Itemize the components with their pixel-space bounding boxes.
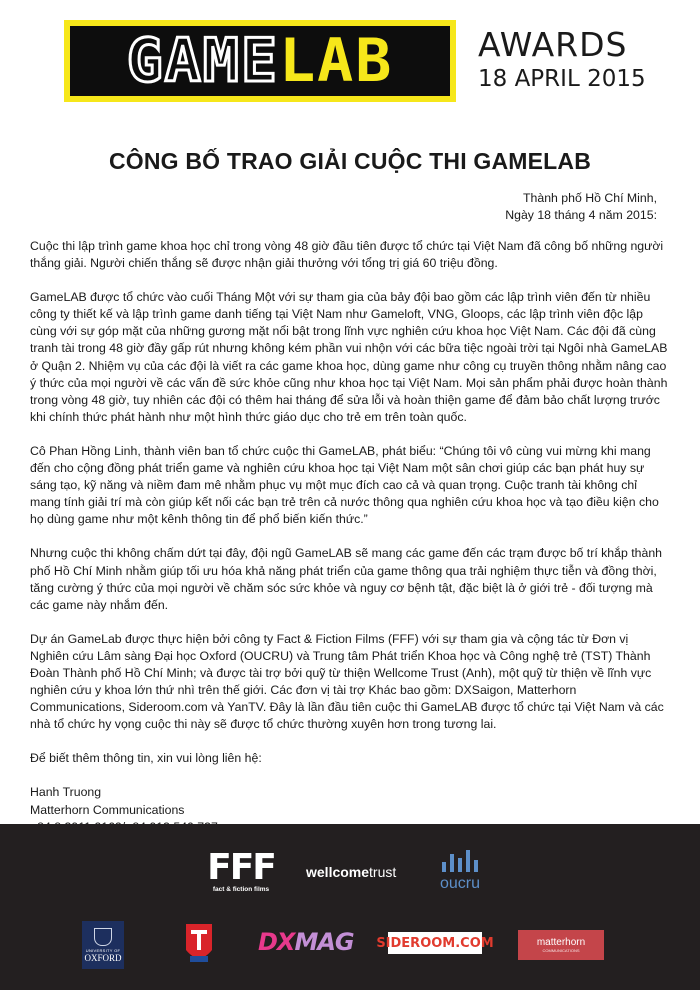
page-title: CÔNG BỐ TRAO GIẢI CUỘC THI GAMELAB <box>108 148 592 174</box>
fff-mark: FFF <box>207 847 275 888</box>
place-date <box>505 190 657 224</box>
paragraph: Cô Phan Hồng Linh, thành viên ban tổ chức cuộc thi GameLAB, phát biểu: “Chúng tôi vô cùng vui mừng khi mang đến cho cộng đồng phát triển game và nghiên cứu khoa học tại Việt Nam một sân chơi giúp các bạn phát huy sự sáng tạo, kỹ năng và niềm đam mê nhằm phục vụ một mục đích cao cả và quan trọng. Cuộc tranh tài không chỉ mang tính giải trí mà còn giúp kết nối các bạn trẻ trên cả nước thông qua nghiên cứu khoa học và tạo điều kiện cho họ dùng game như một kênh thông tin để phổ biến kiến thức.” <box>30 443 659 527</box>
matterhorn-sub: COMMUNICATIONS <box>542 948 580 953</box>
wellcome-light: trust <box>369 864 397 880</box>
oxford-crest-icon <box>94 928 112 946</box>
contact-name: Hanh Truong <box>30 785 102 800</box>
awards-block <box>478 26 658 94</box>
date-line: Ngày 18 tháng 4 năm 2015: <box>505 208 657 222</box>
paragraph: Cuộc thi lập trình game khoa học chỉ trong vòng 48 giờ đầu tiên được tổ chức tại Việt Nam đã công bố những người thắng giải. Người chiến thắng sẽ được nhận giải thưởng với tổng trị giá 60 triệu đồng. <box>30 239 664 271</box>
fff-logo <box>206 847 276 893</box>
oxford-small: UNIVERSITY OF <box>85 947 121 953</box>
tst-logo <box>182 920 216 968</box>
article-body <box>30 238 670 853</box>
dxmag-b: MAG <box>294 928 354 956</box>
gamelab-logo-inner <box>70 26 450 96</box>
paragraph: Dự án GameLab được thực hiện bởi công ty Fact & Fiction Films (FFF) với sự tham gia và cộng tác từ Đơn vị Nghiên cứu Lâm sàng Đại học Oxford (OUCRU) và Trung tâm Phát triển Khoa học và Công nghệ trẻ (TST) Thành Đoàn Thành phố Hồ Chí Minh; và được tài trợ bởi quỹ từ thiện Wellcome Trust (Anh), một quỹ từ thiện về lĩnh vực nghiên cứu y khoa lớn thứ nhì trên thế giới. Các đơn vị tài trợ Khác bao gồm: DXSaigon, Matterhorn Communications, Sideroom.com và YanTV. Đây là lần đầu tiên cuộc thi GameLAB được tổ chức tại Việt Nam và các nhà tổ chức hy vọng cuộc thi này sẽ được tổ chức thường xuyên hơn trong tương lai. <box>30 631 664 732</box>
gamelab-logo <box>64 20 456 102</box>
oxford-big: OXFORD <box>84 952 122 963</box>
oxford-logo <box>82 921 124 969</box>
wellcome-trust-logo <box>306 864 396 880</box>
fff-text: fact & fiction films <box>212 886 270 893</box>
dxmag-logo <box>258 928 354 956</box>
paragraph: Để biết thêm thông tin, xin vui lòng liên hệ: <box>30 751 262 766</box>
oucru-text: oucru <box>439 875 481 892</box>
dxmag-a: DX <box>258 928 295 956</box>
contact-company: Matterhorn Communications <box>30 802 185 817</box>
sponsor-footer <box>0 824 700 990</box>
wellcome-bold: wellcome <box>306 864 370 880</box>
tst-emblem-icon <box>182 920 216 968</box>
sideroom-logo: SIDEROOM.COM <box>388 932 482 954</box>
logo-lab-text: LAB <box>279 26 394 96</box>
awards-date: 18 APRIL 2015 <box>478 66 646 92</box>
oucru-bars-icon <box>442 850 478 872</box>
paragraph: Nhưng cuộc thi không chấm dứt tại đây, đội ngũ GameLAB sẽ mang các game đến các trạm được bố trí khắp thành phố Hồ Chí Minh nhằm giúp tối ưu hóa khả năng phát triển của game thông qua trải nghiệm thực tiễn và đồng thời, tăng cường ý thức của mọi người về chăm sóc sức khỏe và nguy cơ bệnh tật, đặc biệt là ở giới trẻ - đối tượng mà các game này nhắm đến. <box>30 546 663 612</box>
logo-game-text: GAME <box>126 26 280 96</box>
awards-title: AWARDS <box>478 25 628 64</box>
paragraph: GameLAB được tổ chức vào cuối Tháng Một với sự tham gia của bảy đội bao gồm các lập trình viên đến từ nhiều công ty thiết kế và lập trình game danh tiếng tại Việt Nam như Gameloft, VNG, Gloops, các lập trình viên độc lập cùng với sự góp mặt của những gương mặt nổi bật trong lĩnh vực nghiên cứu khoa học Việt Nam. Các đội đã cùng tranh tài trong 48 giờ đầy gấp rút nhưng không kém phần vui nhộn với các bữa tiệc ngoài trời tại Ngôi nhà GameLAB ở Quận 2. Nhiệm vụ của các đội là viết ra các game khoa học, dùng game như công cụ truyền thông nhằm nâng cao ý thức của mọi người về các vấn đề sức khỏe cũng như khoa học tại Việt Nam. Mọi sản phẩm phải được hoàn thành trong vòng 48 giờ, tuy nhiên các đội có thêm hai tháng để sửa lỗi và hoàn thiện game để đảm bảo chất lượng trước khi chính thức phát hành như một hình thức giáo dục cho trẻ em trên toàn quốc. <box>30 290 668 424</box>
matterhorn-text: matterhorn <box>536 937 586 948</box>
place-line: Thành phố Hồ Chí Minh, <box>523 191 657 205</box>
oucru-logo <box>430 850 490 893</box>
matterhorn-logo <box>518 930 604 960</box>
